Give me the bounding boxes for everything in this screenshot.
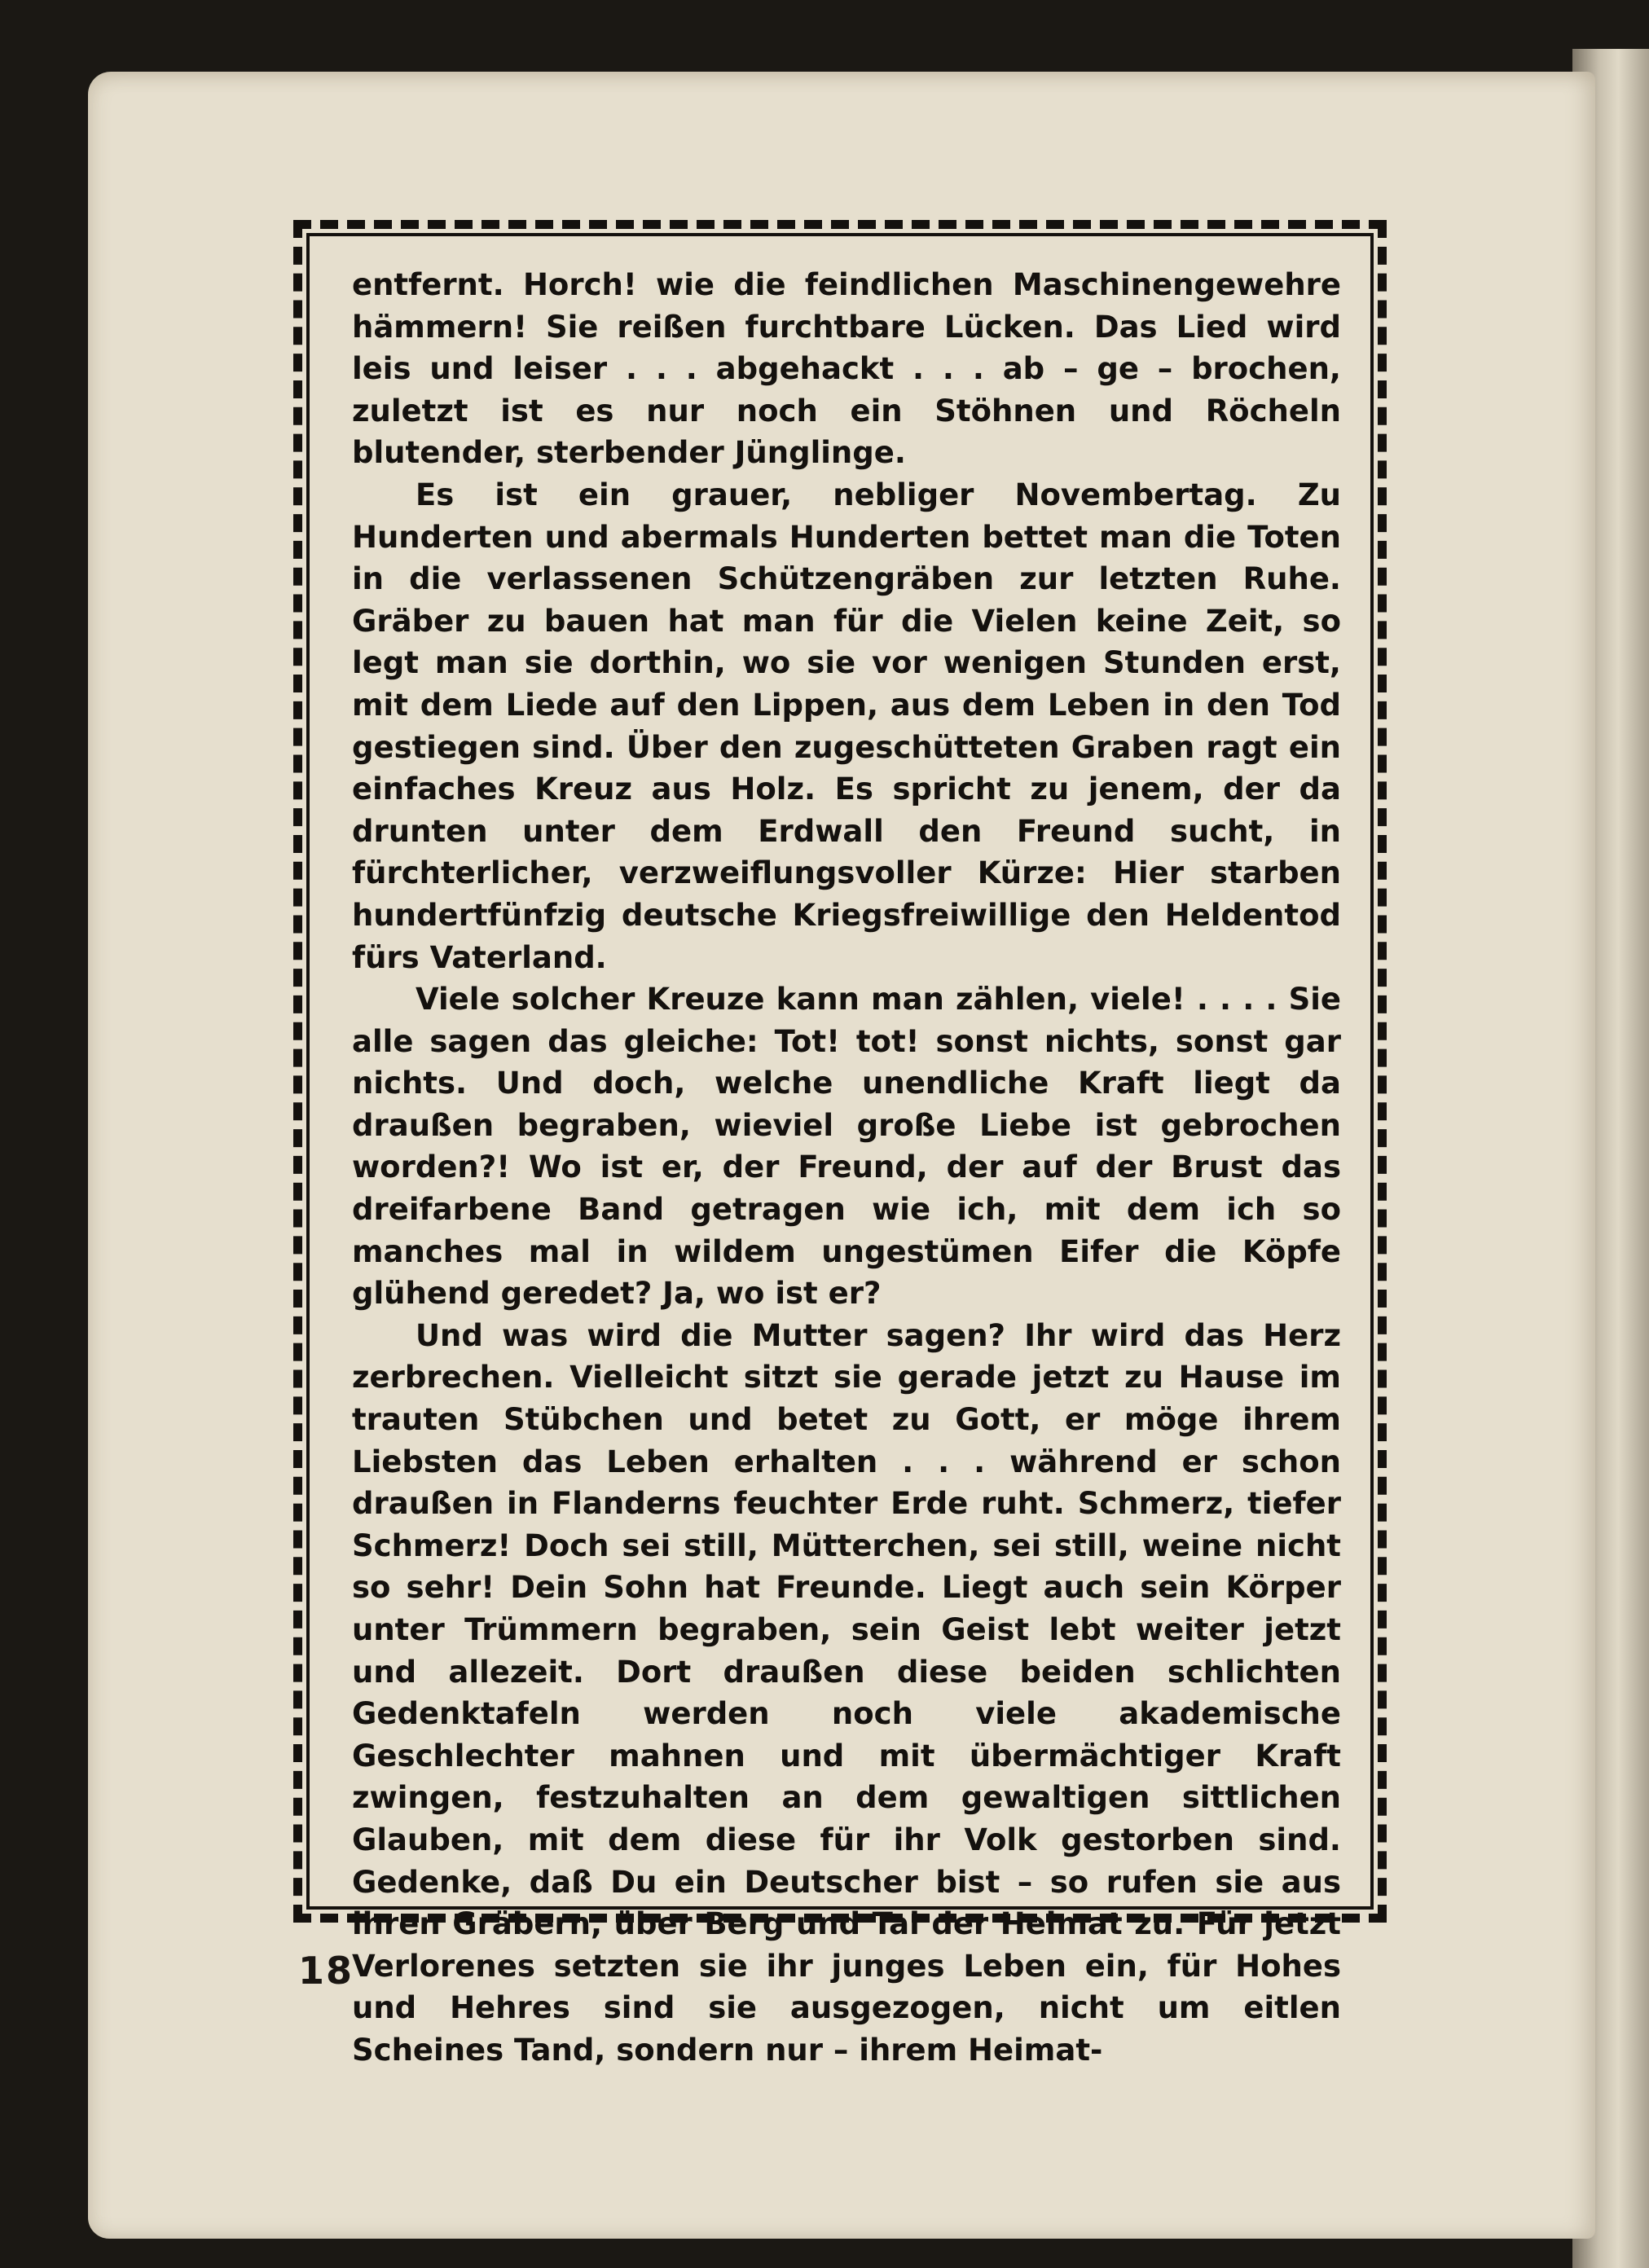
paragraph-2: Es ist ein grauer, nebliger Novembertag. Zu Hunderten und abermals Hunderten bettet man die Toten in die verlassenen Schützengräben zur letzten Ruhe. Gräber zu bauen hat man für die Vielen keine Zeit, so legt man sie dorthin, wo sie vor wenigen Stunden erst, mit dem Liede auf den Lippen, aus dem Leben in den Tod gestiegen sind. Über den zugeschütteten Graben ragt ein einfaches Kreuz aus Holz. Es spricht zu jenem, der da drunten unter dem Erdwall den Freund sucht, in fürchterlicher, verzweiflungsvoller Kürze: Hier starben hundertfünfzig deutsche Kriegsfreiwillige den Heldentod fürs Vaterland.: [352, 477, 1341, 975]
paragraph-3: Viele solcher Kreuze kann man zählen, viele! . . . . Sie alle sagen das gleiche: Tot! tot! sonst nichts, sonst gar nichts. Und doch, welche unendliche Kraft liegt da draußen begraben, wieviel große Liebe ist gebrochen worden?! Wo ist er, der Freund, der auf der Brust das dreifarbene Band getragen wie ich, mit dem ich so manches mal in wildem ungestümen Eifer die Köpfe glühend geredet? Ja, wo ist er?: [352, 982, 1341, 1312]
page-number: 18: [298, 1949, 354, 1993]
body-text: [352, 264, 1341, 2072]
paragraph-1: entfernt. Horch! wie die feindlichen Maschinengewehre hämmern! Sie reißen furchtbare Lücken. Das Lied wird leis und leiser . . . abgehackt . . . ab – ge – brochen, zuletzt ist es nur noch ein Stöhnen und Röcheln blutender, sterbender Jünglinge.: [352, 267, 1341, 471]
paragraph-4: Und was wird die Mutter sagen? Ihr wird das Herz zerbrechen. Vielleicht sitzt sie gerade jetzt zu Hause im trauten Stübchen und betet zu Gott, er möge ihrem Liebsten das Leben erhalten . . . während er schon draußen in Flanderns feuchter Erde ruht. Schmerz, tiefer Schmerz! Doch sei still, Mütterchen, sei still, weine nicht so sehr! Dein Sohn hat Freunde. Liegt auch sein Körper unter Trümmern begraben, sein Geist lebt weiter jetzt und allezeit. Dort draußen diese beiden schlichten Gedenktafeln werden noch viele akademische Geschlechter mahnen und mit übermächtiger Kraft zwingen, festzuhalten an dem gewaltigen sittlichen Glauben, mit dem diese für ihr Volk gestorben sind. Gedenke, daß Du ein Deutscher bist – so rufen sie aus ihren Gräbern, über Berg und Tal der Heimat zu. Für jetzt Verlorenes setzten sie ihr junges Leben ein, für Hohes und Hehres sind sie ausgezogen, nicht um eitlen Scheines Tand, sondern nur – ihrem Heimat-: [352, 1317, 1341, 2068]
